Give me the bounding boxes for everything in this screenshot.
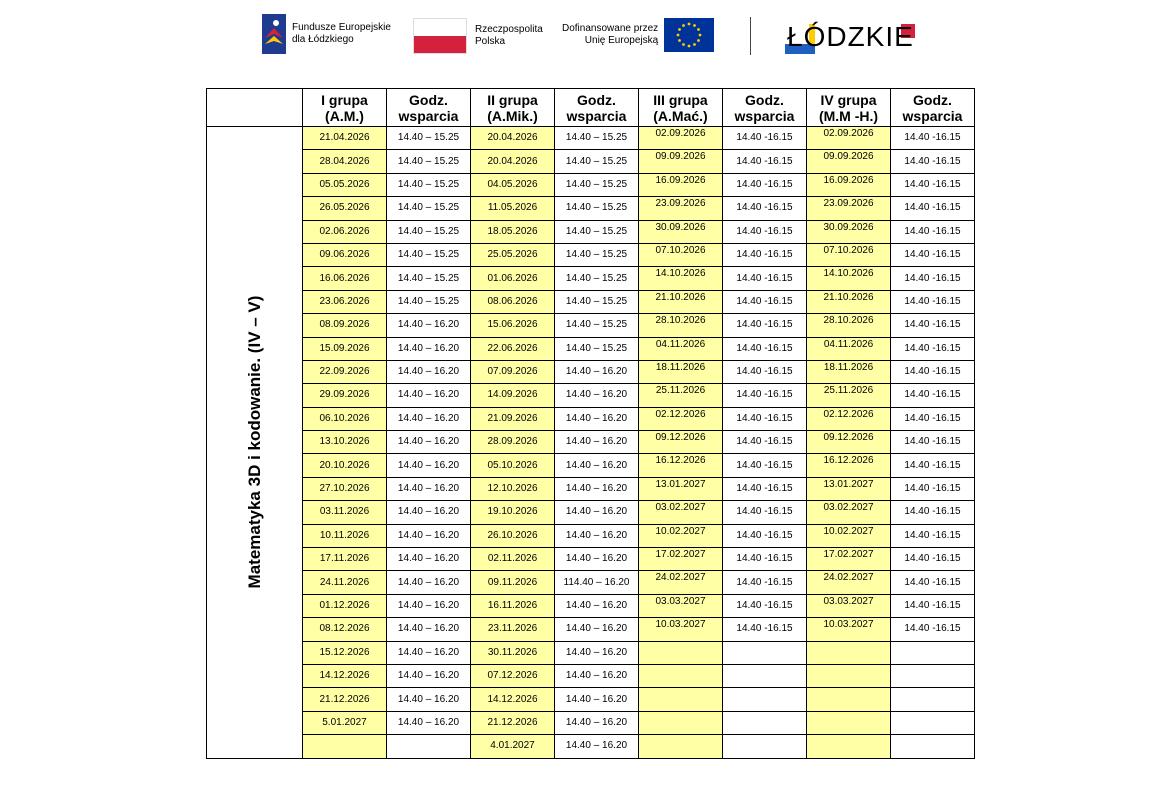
date-cell: 02.12.2026 bbox=[639, 407, 723, 430]
date-cell: 15.09.2026 bbox=[303, 337, 387, 360]
header-text: IV grupa bbox=[820, 91, 877, 108]
date-cell: 13.01.2027 bbox=[807, 477, 891, 500]
date-cell: 03.03.2027 bbox=[807, 594, 891, 617]
hours-cell: 14.40 – 16.20 bbox=[387, 314, 471, 337]
date-cell: 09.11.2026 bbox=[471, 571, 555, 594]
date-cell: 11.05.2026 bbox=[471, 197, 555, 220]
hours-cell: 14.40 – 16.20 bbox=[555, 641, 639, 664]
date-cell: 02.09.2026 bbox=[639, 127, 723, 150]
date-cell: 14.10.2026 bbox=[807, 267, 891, 290]
table-row bbox=[207, 711, 975, 734]
header-text: wsparcia bbox=[734, 107, 795, 124]
table-row bbox=[207, 127, 975, 150]
date-cell: 19.10.2026 bbox=[471, 501, 555, 524]
date-cell: 14.10.2026 bbox=[639, 267, 723, 290]
date-cell: 10.03.2027 bbox=[807, 618, 891, 641]
date-cell: 27.10.2026 bbox=[303, 477, 387, 500]
header-text: III grupa bbox=[653, 91, 708, 108]
table-row bbox=[207, 618, 975, 641]
date-cell: 25.05.2026 bbox=[471, 243, 555, 266]
hours-cell: 14.40 -16.15 bbox=[891, 173, 975, 196]
header-text: Godz. bbox=[577, 91, 616, 108]
date-cell: 03.11.2026 bbox=[303, 501, 387, 524]
hours-cell: 14.40 – 16.20 bbox=[387, 407, 471, 430]
hours-cell: 14.40 – 16.20 bbox=[387, 431, 471, 454]
date-cell: 07.12.2026 bbox=[471, 664, 555, 687]
lodzkie-logo bbox=[785, 20, 920, 56]
hours-cell bbox=[891, 688, 975, 711]
date-cell: 30.09.2026 bbox=[807, 220, 891, 243]
date-cell bbox=[639, 688, 723, 711]
hours-cell: 14.40 -16.15 bbox=[723, 127, 807, 150]
hours-cell: 14.40 – 15.25 bbox=[387, 267, 471, 290]
hours-cell: 14.40 -16.15 bbox=[891, 618, 975, 641]
hours-cell: 114.40 – 16.20 bbox=[555, 571, 639, 594]
hours-cell: 14.40 -16.15 bbox=[723, 571, 807, 594]
hours-cell: 14.40 – 15.25 bbox=[387, 197, 471, 220]
hours-cell: 14.40 -16.15 bbox=[891, 431, 975, 454]
hours-cell: 14.40 -16.15 bbox=[723, 150, 807, 173]
eu-text-line2: Unię Europejską bbox=[584, 35, 659, 46]
hours-cell: 14.40 – 16.20 bbox=[555, 688, 639, 711]
date-cell: 01.06.2026 bbox=[471, 267, 555, 290]
fe-flag-icon bbox=[262, 14, 286, 54]
date-cell: 29.09.2026 bbox=[303, 384, 387, 407]
date-cell: 04.05.2026 bbox=[471, 173, 555, 196]
date-cell: 09.12.2026 bbox=[639, 431, 723, 454]
date-cell: 28.10.2026 bbox=[639, 314, 723, 337]
header-text: II grupa bbox=[487, 91, 538, 108]
date-cell: 07.10.2026 bbox=[807, 243, 891, 266]
header-text: (A.Mać.) bbox=[653, 107, 708, 124]
hours-cell: 14.40 – 16.20 bbox=[555, 407, 639, 430]
date-cell: 10.11.2026 bbox=[303, 524, 387, 547]
date-cell: 28.04.2026 bbox=[303, 150, 387, 173]
hours-cell: 14.40 -16.15 bbox=[891, 243, 975, 266]
date-cell: 02.12.2026 bbox=[807, 407, 891, 430]
header-text: Godz. bbox=[913, 91, 952, 108]
date-cell: 04.11.2026 bbox=[807, 337, 891, 360]
table-row bbox=[207, 360, 975, 383]
table-row bbox=[207, 197, 975, 220]
header-cell bbox=[471, 89, 555, 127]
hours-cell: 14.40 -16.15 bbox=[723, 501, 807, 524]
hours-cell: 14.40 – 16.20 bbox=[387, 594, 471, 617]
hours-cell: 14.40 – 16.20 bbox=[387, 548, 471, 571]
hours-cell: 14.40 -16.15 bbox=[723, 243, 807, 266]
date-cell bbox=[303, 735, 387, 758]
header-text: (M.M -H.) bbox=[818, 107, 879, 124]
date-cell: 25.11.2026 bbox=[807, 384, 891, 407]
hours-cell: 14.40 – 15.25 bbox=[555, 127, 639, 150]
hours-cell bbox=[723, 735, 807, 758]
hours-cell: 14.40 -16.15 bbox=[723, 407, 807, 430]
header-cell-subject bbox=[207, 89, 303, 127]
date-cell: 02.11.2026 bbox=[471, 548, 555, 571]
hours-cell: 14.40 -16.15 bbox=[723, 314, 807, 337]
header-row bbox=[207, 89, 975, 127]
date-cell: 28.09.2026 bbox=[471, 431, 555, 454]
table-row bbox=[207, 173, 975, 196]
table-row bbox=[207, 243, 975, 266]
hours-cell bbox=[891, 711, 975, 734]
hours-cell: 14.40 – 15.25 bbox=[555, 197, 639, 220]
hours-cell: 14.40 – 16.20 bbox=[555, 360, 639, 383]
date-cell: 21.12.2026 bbox=[471, 711, 555, 734]
table-row bbox=[207, 337, 975, 360]
header-cell bbox=[891, 89, 975, 127]
table-row bbox=[207, 524, 975, 547]
hours-cell: 14.40 -16.15 bbox=[891, 314, 975, 337]
hours-cell bbox=[723, 641, 807, 664]
hours-cell: 14.40 – 16.20 bbox=[555, 501, 639, 524]
hours-cell: 14.40 – 15.25 bbox=[555, 243, 639, 266]
hours-cell: 14.40 -16.15 bbox=[891, 407, 975, 430]
date-cell: 10.02.2027 bbox=[807, 524, 891, 547]
hours-cell: 14.40 – 16.20 bbox=[387, 688, 471, 711]
fundusze-europejskie-logo bbox=[262, 14, 391, 54]
date-cell bbox=[807, 688, 891, 711]
hours-cell: 14.40 – 16.20 bbox=[555, 664, 639, 687]
date-cell bbox=[807, 641, 891, 664]
date-cell bbox=[639, 735, 723, 758]
table-row bbox=[207, 290, 975, 313]
hours-cell: 14.40 – 15.25 bbox=[387, 173, 471, 196]
date-cell: 14.09.2026 bbox=[471, 384, 555, 407]
date-cell: 05.10.2026 bbox=[471, 454, 555, 477]
hours-cell: 14.40 – 16.20 bbox=[387, 571, 471, 594]
date-cell: 09.09.2026 bbox=[807, 150, 891, 173]
hours-cell: 14.40 -16.15 bbox=[891, 524, 975, 547]
hours-cell: 14.40 -16.15 bbox=[723, 431, 807, 454]
header-cell bbox=[387, 89, 471, 127]
table-row bbox=[207, 735, 975, 758]
hours-cell: 14.40 -16.15 bbox=[723, 360, 807, 383]
date-cell: 25.11.2026 bbox=[639, 384, 723, 407]
table-row bbox=[207, 477, 975, 500]
table-row bbox=[207, 501, 975, 524]
hours-cell: 14.40 -16.15 bbox=[723, 594, 807, 617]
hours-cell: 14.40 – 15.25 bbox=[555, 290, 639, 313]
hours-cell: 14.40 – 16.20 bbox=[555, 454, 639, 477]
date-cell: 03.02.2027 bbox=[639, 501, 723, 524]
schedule-table bbox=[206, 88, 975, 759]
date-cell: 23.09.2026 bbox=[639, 197, 723, 220]
table-row bbox=[207, 384, 975, 407]
hours-cell: 14.40 – 16.20 bbox=[555, 477, 639, 500]
pl-text-line2: Polska bbox=[475, 36, 506, 47]
date-cell: 17.02.2027 bbox=[639, 548, 723, 571]
hours-cell: 14.40 – 16.20 bbox=[555, 548, 639, 571]
hours-cell: 14.40 – 15.25 bbox=[555, 173, 639, 196]
header-cell bbox=[723, 89, 807, 127]
date-cell: 12.10.2026 bbox=[471, 477, 555, 500]
table-row bbox=[207, 220, 975, 243]
header-text: Godz. bbox=[745, 91, 784, 108]
eu-flag-icon bbox=[664, 18, 714, 52]
date-cell: 14.12.2026 bbox=[471, 688, 555, 711]
date-cell: 20.10.2026 bbox=[303, 454, 387, 477]
date-cell: 21.12.2026 bbox=[303, 688, 387, 711]
date-cell: 17.02.2027 bbox=[807, 548, 891, 571]
hours-cell: 14.40 – 15.25 bbox=[555, 337, 639, 360]
date-cell: 23.11.2026 bbox=[471, 618, 555, 641]
hours-cell: 14.40 – 15.25 bbox=[387, 220, 471, 243]
date-cell bbox=[639, 711, 723, 734]
date-cell: 16.09.2026 bbox=[639, 173, 723, 196]
header-text: wsparcia bbox=[398, 107, 459, 124]
hours-cell: 14.40 – 16.20 bbox=[555, 618, 639, 641]
hours-cell: 14.40 -16.15 bbox=[891, 384, 975, 407]
hours-cell: 14.40 – 16.20 bbox=[555, 384, 639, 407]
date-cell: 22.06.2026 bbox=[471, 337, 555, 360]
date-cell: 21.10.2026 bbox=[639, 290, 723, 313]
hours-cell bbox=[891, 641, 975, 664]
date-cell: 15.12.2026 bbox=[303, 641, 387, 664]
date-cell: 20.04.2026 bbox=[471, 150, 555, 173]
hours-cell bbox=[387, 735, 471, 758]
hours-cell: 14.40 – 16.20 bbox=[387, 524, 471, 547]
hours-cell: 14.40 – 16.20 bbox=[555, 524, 639, 547]
date-cell: 14.12.2026 bbox=[303, 664, 387, 687]
date-cell: 16.06.2026 bbox=[303, 267, 387, 290]
date-cell: 02.09.2026 bbox=[807, 127, 891, 150]
date-cell: 22.09.2026 bbox=[303, 360, 387, 383]
hours-cell bbox=[891, 735, 975, 758]
date-cell: 04.11.2026 bbox=[639, 337, 723, 360]
hours-cell: 14.40 – 16.20 bbox=[387, 618, 471, 641]
date-cell: 30.09.2026 bbox=[639, 220, 723, 243]
date-cell: 08.06.2026 bbox=[471, 290, 555, 313]
date-cell bbox=[807, 664, 891, 687]
date-cell: 08.12.2026 bbox=[303, 618, 387, 641]
date-cell: 23.09.2026 bbox=[807, 197, 891, 220]
hours-cell: 14.40 – 15.25 bbox=[387, 127, 471, 150]
date-cell: 03.03.2027 bbox=[639, 594, 723, 617]
hours-cell: 14.40 -16.15 bbox=[891, 197, 975, 220]
date-cell: 17.11.2026 bbox=[303, 548, 387, 571]
table-row bbox=[207, 267, 975, 290]
date-cell: 24.02.2027 bbox=[807, 571, 891, 594]
hours-cell: 14.40 – 16.20 bbox=[387, 477, 471, 500]
hours-cell: 14.40 – 15.25 bbox=[387, 290, 471, 313]
header-cell bbox=[303, 89, 387, 127]
header-text: wsparcia bbox=[902, 107, 963, 124]
table-row bbox=[207, 688, 975, 711]
hours-cell: 14.40 -16.15 bbox=[891, 150, 975, 173]
hours-cell: 14.40 – 16.20 bbox=[555, 431, 639, 454]
date-cell: 24.11.2026 bbox=[303, 571, 387, 594]
eu-text-line1: Dofinansowane przez bbox=[562, 23, 659, 34]
logo-bar bbox=[0, 12, 1160, 62]
hours-cell: 14.40 -16.15 bbox=[723, 220, 807, 243]
hours-cell bbox=[723, 664, 807, 687]
date-cell bbox=[639, 641, 723, 664]
date-cell: 16.12.2026 bbox=[639, 454, 723, 477]
hours-cell: 14.40 – 16.20 bbox=[387, 337, 471, 360]
table-row bbox=[207, 314, 975, 337]
hours-cell: 14.40 – 16.20 bbox=[555, 711, 639, 734]
header-cell bbox=[807, 89, 891, 127]
date-cell: 06.10.2026 bbox=[303, 407, 387, 430]
hours-cell: 14.40 -16.15 bbox=[723, 477, 807, 500]
hours-cell: 14.40 – 15.25 bbox=[555, 314, 639, 337]
hours-cell: 14.40 -16.15 bbox=[891, 594, 975, 617]
date-cell: 13.01.2027 bbox=[639, 477, 723, 500]
hours-cell: 14.40 -16.15 bbox=[891, 127, 975, 150]
hours-cell: 14.40 -16.15 bbox=[891, 337, 975, 360]
pl-text-line1: Rzeczpospolita bbox=[475, 24, 543, 35]
hours-cell: 14.40 – 16.20 bbox=[555, 594, 639, 617]
hours-cell: 14.40 -16.15 bbox=[891, 454, 975, 477]
hours-cell: 14.40 – 16.20 bbox=[387, 454, 471, 477]
table-row bbox=[207, 431, 975, 454]
header-cell bbox=[639, 89, 723, 127]
date-cell: 26.10.2026 bbox=[471, 524, 555, 547]
hours-cell: 14.40 – 16.20 bbox=[555, 735, 639, 758]
hours-cell: 14.40 – 16.20 bbox=[387, 501, 471, 524]
hours-cell: 14.40 – 16.20 bbox=[387, 641, 471, 664]
date-cell: 4.01.2027 bbox=[471, 735, 555, 758]
hours-cell: 14.40 -16.15 bbox=[891, 571, 975, 594]
table-row bbox=[207, 664, 975, 687]
header-cell bbox=[555, 89, 639, 127]
date-cell bbox=[807, 711, 891, 734]
header-text: Godz. bbox=[409, 91, 448, 108]
date-cell: 09.12.2026 bbox=[807, 431, 891, 454]
hours-cell bbox=[723, 711, 807, 734]
date-cell: 18.11.2026 bbox=[639, 360, 723, 383]
hours-cell: 14.40 -16.15 bbox=[891, 548, 975, 571]
date-cell: 5.01.2027 bbox=[303, 711, 387, 734]
hours-cell: 14.40 – 16.20 bbox=[387, 711, 471, 734]
date-cell bbox=[639, 664, 723, 687]
hours-cell: 14.40 -16.15 bbox=[723, 618, 807, 641]
hours-cell: 14.40 – 16.20 bbox=[387, 360, 471, 383]
hours-cell: 14.40 -16.15 bbox=[723, 454, 807, 477]
rzeczpospolita-logo bbox=[413, 18, 543, 54]
hours-cell: 14.40 – 16.20 bbox=[387, 384, 471, 407]
date-cell: 03.02.2027 bbox=[807, 501, 891, 524]
date-cell: 24.02.2027 bbox=[639, 571, 723, 594]
hours-cell: 14.40 -16.15 bbox=[723, 524, 807, 547]
hours-cell: 14.40 -16.15 bbox=[723, 384, 807, 407]
date-cell: 21.10.2026 bbox=[807, 290, 891, 313]
hours-cell: 14.40 -16.15 bbox=[891, 220, 975, 243]
table-row bbox=[207, 548, 975, 571]
hours-cell: 14.40 – 16.20 bbox=[387, 664, 471, 687]
fe-text-line1: Fundusze Europejskie bbox=[292, 22, 391, 33]
date-cell: 07.09.2026 bbox=[471, 360, 555, 383]
lodzkie-wordmark: ŁÓDZKIE bbox=[787, 21, 914, 52]
date-cell: 21.09.2026 bbox=[471, 407, 555, 430]
subject-label: Matematyka 3D i kodowanie. (IV – V) bbox=[244, 295, 264, 589]
header-text: I grupa bbox=[321, 91, 368, 108]
date-cell bbox=[807, 735, 891, 758]
hours-cell: 14.40 -16.15 bbox=[891, 267, 975, 290]
hours-cell: 14.40 -16.15 bbox=[723, 290, 807, 313]
date-cell: 09.06.2026 bbox=[303, 243, 387, 266]
hours-cell: 14.40 -16.15 bbox=[891, 477, 975, 500]
hours-cell bbox=[891, 664, 975, 687]
date-cell: 28.10.2026 bbox=[807, 314, 891, 337]
hours-cell: 14.40 -16.15 bbox=[891, 501, 975, 524]
date-cell: 15.06.2026 bbox=[471, 314, 555, 337]
hours-cell: 14.40 -16.15 bbox=[891, 360, 975, 383]
date-cell: 01.12.2026 bbox=[303, 594, 387, 617]
date-cell: 13.10.2026 bbox=[303, 431, 387, 454]
hours-cell: 14.40 -16.15 bbox=[723, 173, 807, 196]
hours-cell: 14.40 – 15.25 bbox=[555, 220, 639, 243]
hours-cell: 14.40 -16.15 bbox=[723, 267, 807, 290]
table-row bbox=[207, 571, 975, 594]
date-cell: 23.06.2026 bbox=[303, 290, 387, 313]
header-text: (A.M.) bbox=[325, 107, 364, 124]
hours-cell: 14.40 -16.15 bbox=[723, 337, 807, 360]
hours-cell: 14.40 -16.15 bbox=[723, 548, 807, 571]
date-cell: 10.03.2027 bbox=[639, 618, 723, 641]
date-cell: 20.04.2026 bbox=[471, 127, 555, 150]
date-cell: 18.05.2026 bbox=[471, 220, 555, 243]
eu-logo bbox=[562, 18, 714, 52]
date-cell: 16.09.2026 bbox=[807, 173, 891, 196]
polish-flag-icon bbox=[413, 18, 467, 54]
hours-cell: 14.40 – 15.25 bbox=[555, 267, 639, 290]
header-text: wsparcia bbox=[566, 107, 627, 124]
date-cell: 16.11.2026 bbox=[471, 594, 555, 617]
logo-separator bbox=[750, 17, 751, 55]
fe-text-line2: dla Łódzkiego bbox=[292, 34, 354, 45]
table-row bbox=[207, 407, 975, 430]
hours-cell: 14.40 -16.15 bbox=[723, 197, 807, 220]
hours-cell: 14.40 -16.15 bbox=[891, 290, 975, 313]
date-cell: 16.12.2026 bbox=[807, 454, 891, 477]
date-cell: 21.04.2026 bbox=[303, 127, 387, 150]
hours-cell: 14.40 – 15.25 bbox=[387, 243, 471, 266]
date-cell: 07.10.2026 bbox=[639, 243, 723, 266]
hours-cell bbox=[723, 688, 807, 711]
date-cell: 30.11.2026 bbox=[471, 641, 555, 664]
table-row bbox=[207, 641, 975, 664]
date-cell: 05.05.2026 bbox=[303, 173, 387, 196]
date-cell: 09.09.2026 bbox=[639, 150, 723, 173]
table-row bbox=[207, 150, 975, 173]
header-text: (A.Mik.) bbox=[487, 107, 538, 124]
subject-cell bbox=[207, 127, 303, 759]
hours-cell: 14.40 – 15.25 bbox=[387, 150, 471, 173]
date-cell: 26.05.2026 bbox=[303, 197, 387, 220]
table-row bbox=[207, 594, 975, 617]
date-cell: 02.06.2026 bbox=[303, 220, 387, 243]
date-cell: 10.02.2027 bbox=[639, 524, 723, 547]
table-row bbox=[207, 454, 975, 477]
hours-cell: 14.40 – 15.25 bbox=[555, 150, 639, 173]
date-cell: 18.11.2026 bbox=[807, 360, 891, 383]
date-cell: 08.09.2026 bbox=[303, 314, 387, 337]
